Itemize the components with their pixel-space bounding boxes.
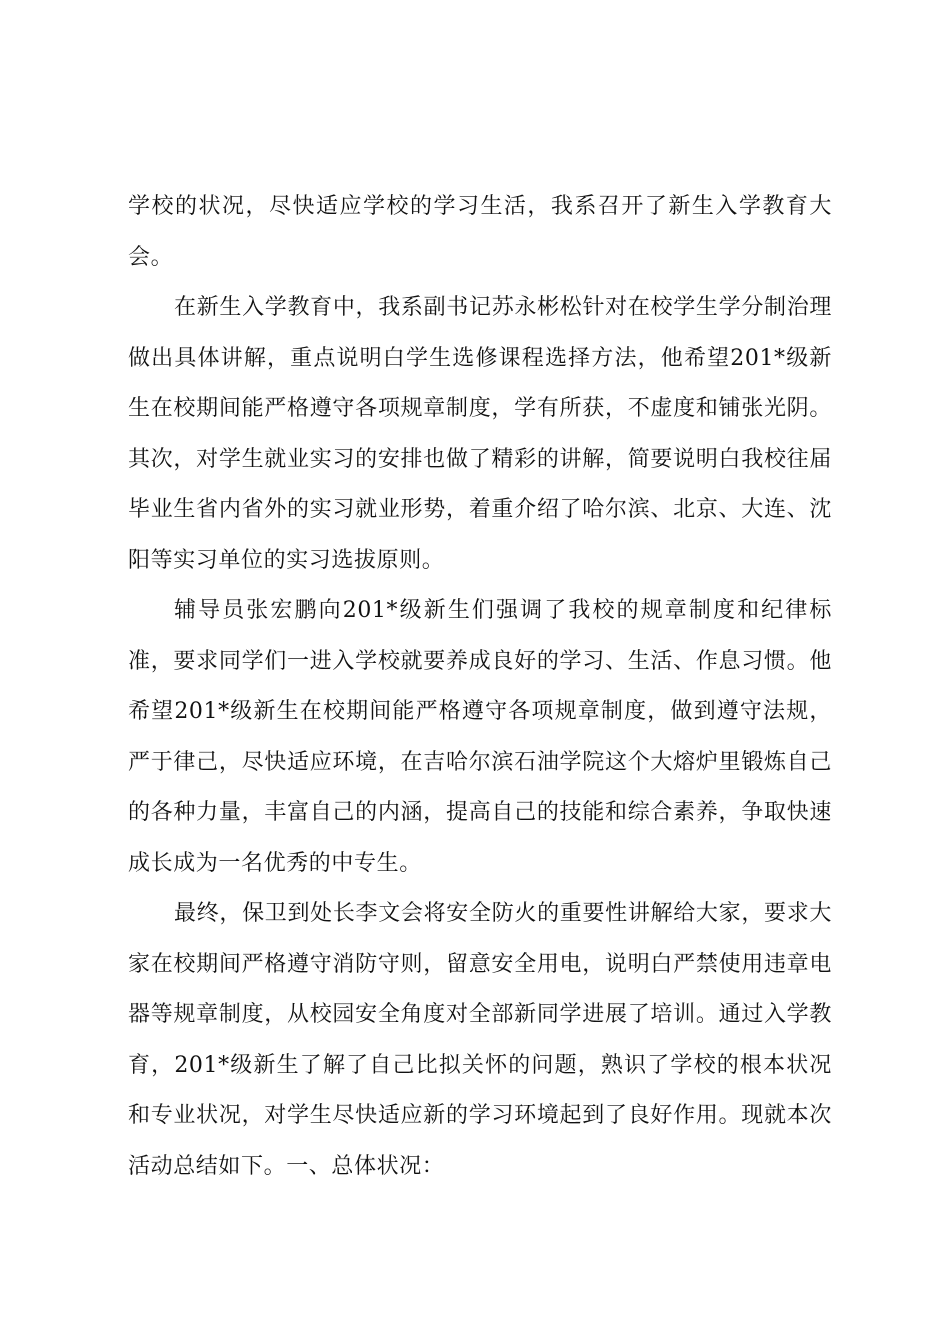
- paragraph-deputy-secretary: 在新生入学教育中，我系副书记苏永彬松针对在校学生学分制治理做出具体讲解，重点说明白学生选修课程选择方法，他希望201*级新生在校期间能严格遵守各项规章制度，学有所获，不虚度和铺张光阴。其次，对学生就业实习的安排也做了精彩的讲解，简要说明白我校往届毕业生省内省外的实习就业形势，着重介绍了哈尔滨、北京、大连、沈阳等实习单位的实习选拔原则。: [128, 295, 832, 573]
- paragraph-counselor: 辅导员张宏鹏向201*级新生们强调了我校的规章制度和纪律标准，要求同学们一进入学校就要养成良好的学习、生活、作息习惯。他希望201*级新生在校期间能严格遵守各项规章制度，做到遵守法规，严于律己，尽快适应环境，在吉哈尔滨石油学院这个大熔炉里锻炼自己的各种力量，丰富自己的内涵，提高自己的技能和综合素养，争取快速成长成为一名优秀的中专生。: [128, 598, 832, 876]
- paragraph-security-summary: 最终，保卫到处长李文会将安全防火的重要性讲解给大家，要求大家在校期间严格遵守消防守则，留意安全用电，说明白严禁使用违章电器等规章制度，从校园安全角度对全部新同学进展了培训。通过入学教育，201*级新生了解了自己比拟关怀的问题，熟识了学校的根本状况和专业状况，对学生尽快适应新的学习环境起到了良好作用。现就本次活动总结如下。一、总体状况：: [128, 901, 832, 1179]
- document-page: [128, 182, 832, 1192]
- paragraph-continuation: 学校的状况，尽快适应学校的学习生活，我系召开了新生入学教育大会。: [128, 194, 832, 270]
